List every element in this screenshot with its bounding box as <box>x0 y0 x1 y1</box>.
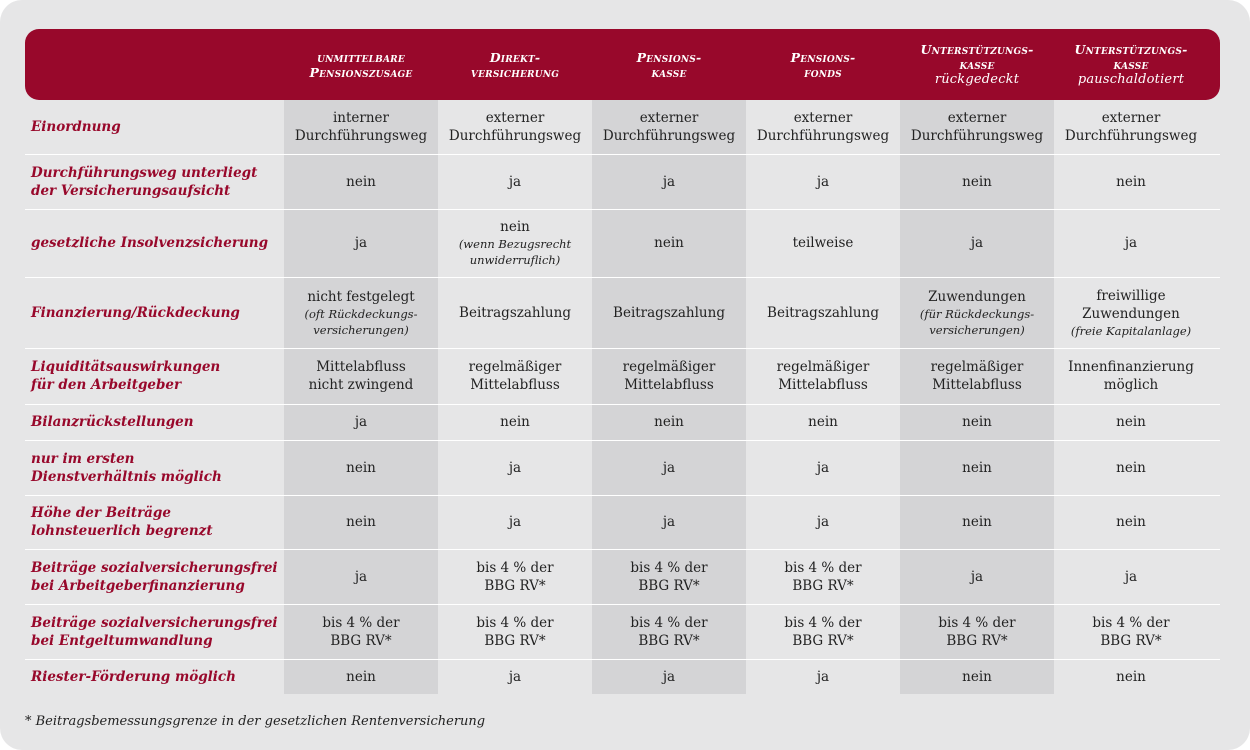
cell-value: BBG RV* <box>638 632 700 649</box>
row-label-text <box>31 358 220 394</box>
column-header-line: Pensions- <box>790 49 856 65</box>
row-label-text <box>31 504 213 540</box>
cell-value: teilweise <box>792 235 854 251</box>
cell-value: nein <box>1116 514 1146 530</box>
row-label-text <box>31 614 278 650</box>
cell-value: nein <box>1116 173 1146 190</box>
table-cell <box>746 154 900 209</box>
table-cell <box>438 209 592 277</box>
table-cell <box>438 495 592 549</box>
cell-value: nein <box>962 668 992 685</box>
cell-note: versicherungen) <box>313 322 409 337</box>
table-cell <box>900 440 1054 495</box>
table-cell <box>592 604 746 659</box>
row-label-line: bei Arbeitgeberfinanzierung <box>31 577 245 594</box>
table-cell <box>900 154 1054 209</box>
cell-value: Durchführungsweg <box>294 128 428 144</box>
table-cell <box>1054 440 1208 495</box>
cell-value: externer <box>639 110 699 126</box>
cell-value: BBG RV* <box>792 577 854 594</box>
cell-value: nein <box>1116 668 1146 685</box>
row-label <box>31 549 281 604</box>
row-label-line: bei Entgeltumwandlung <box>31 632 213 649</box>
table-cell <box>900 495 1054 549</box>
cell-value: nein <box>962 414 992 430</box>
column-header-line: Pensions- <box>636 49 702 65</box>
row-label-text <box>31 413 194 431</box>
row-label-text <box>31 559 278 595</box>
cell-value: nein <box>500 414 530 430</box>
column-header <box>1054 29 1208 100</box>
table-cell <box>284 209 438 277</box>
cell-value: nein <box>1116 459 1146 476</box>
column-header <box>592 29 746 100</box>
cell-value: nicht zwingend <box>308 377 414 393</box>
cell-value: ja <box>1124 568 1138 585</box>
table-cell <box>438 604 592 659</box>
cell-value: nein <box>962 173 992 190</box>
row-label-line: nur im ersten <box>31 450 135 467</box>
cell-value: ja <box>508 514 522 530</box>
cell-value: nein <box>346 459 376 476</box>
cell-value: externer <box>1101 110 1161 126</box>
cell-value: BBG RV* <box>792 632 854 649</box>
table-cell <box>284 495 438 549</box>
cell-value: nein <box>808 414 838 430</box>
table-cell <box>900 604 1054 659</box>
table-cell <box>746 404 900 440</box>
table-cell <box>746 209 900 277</box>
cell-value: Durchführungsweg <box>1064 128 1198 144</box>
table-cell <box>592 659 746 694</box>
cell-value: Innenfinanzierung <box>1068 359 1194 375</box>
cell-note: (freie Kapitalanlage) <box>1070 323 1192 338</box>
cell-value: BBG RV* <box>638 577 700 594</box>
table-cell <box>592 404 746 440</box>
column-header <box>746 29 900 100</box>
table-cell <box>438 659 592 694</box>
table-cell <box>592 277 746 348</box>
cell-value: Durchführungsweg <box>756 128 890 144</box>
row-label-line: Durchführungsweg unterliegt <box>31 164 258 181</box>
cell-value: nein <box>654 235 684 251</box>
cell-value: Durchführungsweg <box>910 128 1044 144</box>
table-cell <box>1054 209 1208 277</box>
column-header-line: kasse <box>959 57 995 72</box>
cell-value: BBG RV* <box>330 632 392 649</box>
table-cell <box>438 277 592 348</box>
row-label-line: der Versicherungsaufsicht <box>31 182 231 199</box>
table-cell <box>900 209 1054 277</box>
cell-value: nein <box>346 668 376 685</box>
column-header-line: unmittelbare <box>317 49 405 65</box>
row-label-text <box>31 234 268 252</box>
table-cell <box>284 659 438 694</box>
row-label-line: Finanzierung/Rückdeckung <box>31 304 240 321</box>
row-label <box>31 495 281 549</box>
table-cell <box>746 440 900 495</box>
cell-value: regelmäßiger <box>776 359 870 375</box>
table-cell <box>1054 659 1208 694</box>
row-label-line: gesetzliche Insolvenzsicherung <box>31 235 269 251</box>
cell-value: regelmäßiger <box>468 359 562 375</box>
column-header <box>900 29 1054 100</box>
cell-value: interner <box>332 110 390 126</box>
cell-value: Beitragszahlung <box>613 304 725 321</box>
cell-value: ja <box>354 568 368 585</box>
cell-value: externer <box>793 110 853 126</box>
cell-value: Durchführungsweg <box>448 128 582 144</box>
column-header-line: Direkt- <box>489 49 541 65</box>
table-cell <box>1054 100 1208 154</box>
footnote: * Beitragsbemessungsgrenze in der gesetzlichen Rentenversicherung <box>25 714 486 729</box>
row-label <box>31 100 281 154</box>
cell-value: regelmäßiger <box>930 359 1024 375</box>
table-cell <box>592 440 746 495</box>
cell-value: BBG RV* <box>1100 632 1162 649</box>
cell-value: Mittelabfluss <box>932 377 1022 393</box>
table-cell <box>284 348 438 404</box>
table-cell <box>746 604 900 659</box>
column-header-line: versicherung <box>470 64 560 80</box>
cell-value: bis 4 % der <box>784 559 862 576</box>
cell-note: versicherungen) <box>929 322 1025 337</box>
cell-value: Mittelabfluss <box>470 377 560 393</box>
cell-value: Zuwendungen <box>928 288 1026 305</box>
row-label <box>31 154 281 209</box>
cell-value: Beitragszahlung <box>459 304 571 321</box>
column-header <box>284 29 438 100</box>
table-cell <box>900 100 1054 154</box>
row-label-text <box>31 304 240 322</box>
row-label-line: Höhe der Beiträge <box>31 505 171 521</box>
cell-value: nein <box>1116 414 1146 430</box>
table-cell <box>438 100 592 154</box>
table-cell <box>592 209 746 277</box>
cell-value: ja <box>1124 235 1138 251</box>
cell-value: bis 4 % der <box>476 559 554 576</box>
row-label <box>31 209 281 277</box>
row-label <box>31 348 281 404</box>
table-cell <box>438 404 592 440</box>
table-cell <box>1054 604 1208 659</box>
cell-value: bis 4 % der <box>322 614 400 631</box>
cell-value: ja <box>816 514 830 530</box>
table-cell <box>592 348 746 404</box>
row-label <box>31 659 281 694</box>
row-label-text <box>31 118 121 136</box>
table-cell <box>746 277 900 348</box>
table-cell <box>900 659 1054 694</box>
cell-value: bis 4 % der <box>476 614 554 631</box>
table-cell <box>746 659 900 694</box>
cell-value: ja <box>508 668 522 685</box>
table-cell <box>438 440 592 495</box>
row-label-line: für den Arbeitgeber <box>31 377 182 393</box>
cell-value: ja <box>816 459 830 476</box>
table-cell <box>284 277 438 348</box>
row-label-line: Beiträge sozialversicherungsfrei <box>31 559 278 576</box>
table-cell <box>900 404 1054 440</box>
cell-value: externer <box>947 110 1007 126</box>
cell-note: (für Rückdeckungs- <box>919 306 1035 321</box>
column-header-subline: rückgedeckt <box>934 72 1020 87</box>
table-cell <box>1054 549 1208 604</box>
table-cell <box>284 100 438 154</box>
cell-note: (oft Rückdeckungs- <box>304 306 418 321</box>
table-cell <box>438 348 592 404</box>
cell-value: externer <box>485 110 545 126</box>
cell-value: nein <box>346 514 376 530</box>
table-cell <box>900 549 1054 604</box>
cell-value: nein <box>962 459 992 476</box>
cell-value: Beitragszahlung <box>767 304 879 321</box>
table-cell <box>284 404 438 440</box>
table-cell <box>438 549 592 604</box>
cell-note: (wenn Bezugsrecht <box>458 237 572 251</box>
cell-value: nein <box>962 514 992 530</box>
cell-value: Durchführungsweg <box>602 128 736 144</box>
table-cell <box>592 154 746 209</box>
cell-value: Mittelabfluss <box>316 359 406 375</box>
cell-value: bis 4 % der <box>784 614 862 631</box>
table-cell <box>1054 495 1208 549</box>
table-cell <box>1054 277 1208 348</box>
table-cell <box>1054 404 1208 440</box>
cell-value: ja <box>508 459 522 476</box>
cell-value: Mittelabfluss <box>778 377 868 393</box>
cell-value: BBG RV* <box>946 632 1008 649</box>
row-label-line: lohnsteuerlich begrenzt <box>31 523 213 539</box>
table-cell <box>746 100 900 154</box>
cell-value: bis 4 % der <box>630 614 708 631</box>
table-cell <box>592 100 746 154</box>
row-label-line: Liquiditätsauswirkungen <box>31 359 221 375</box>
cell-value: ja <box>662 668 676 685</box>
cell-note: unwiderruflich) <box>469 253 561 267</box>
row-label-line: Riester-Förderung möglich <box>31 668 236 685</box>
table-cell <box>1054 348 1208 404</box>
column-header-subline: pauschaldotiert <box>1077 72 1185 87</box>
cell-value: ja <box>354 414 368 430</box>
column-header-line: kasse <box>1113 57 1149 72</box>
cell-value: nein <box>654 414 684 430</box>
cell-value: bis 4 % der <box>1092 614 1170 631</box>
table-cell <box>1054 154 1208 209</box>
column-header-line: Unterstützungs- <box>920 42 1034 57</box>
cell-value: nein <box>346 173 376 190</box>
column-header-line: kasse <box>651 64 687 80</box>
row-label-line: Dienstverhältnis möglich <box>31 468 222 485</box>
cell-value: ja <box>508 173 522 190</box>
row-label-text <box>31 450 222 486</box>
cell-value: ja <box>354 235 368 251</box>
cell-value: BBG RV* <box>484 577 546 594</box>
cell-value: freiwillige <box>1096 287 1166 304</box>
table-cell <box>284 604 438 659</box>
table-cell <box>592 549 746 604</box>
cell-value: bis 4 % der <box>938 614 1016 631</box>
row-label <box>31 404 281 440</box>
row-label-line: Einordnung <box>31 119 121 135</box>
cell-value: Zuwendungen <box>1082 305 1180 322</box>
cell-value: ja <box>662 173 676 190</box>
table-cell <box>746 348 900 404</box>
row-label-text <box>31 164 257 200</box>
cell-value: BBG RV* <box>484 632 546 649</box>
table-cell <box>284 549 438 604</box>
column-header-line: Pensionszusage <box>309 64 413 80</box>
row-label-line: Beiträge sozialversicherungsfrei <box>31 614 278 631</box>
cell-value: nicht festgelegt <box>307 288 415 305</box>
cell-value: nein <box>500 219 530 235</box>
cell-value: möglich <box>1103 377 1159 393</box>
row-label <box>31 604 281 659</box>
cell-value: ja <box>970 568 984 585</box>
column-header-line: Unterstützungs- <box>1074 42 1188 57</box>
table-cell <box>900 348 1054 404</box>
table-cell <box>746 495 900 549</box>
table-cell <box>592 495 746 549</box>
cell-value: ja <box>816 173 830 190</box>
row-label-line: Bilanzrückstellungen <box>31 414 194 430</box>
table-cell <box>284 154 438 209</box>
row-label <box>31 440 281 495</box>
cell-value: ja <box>662 514 676 530</box>
table-cell <box>746 549 900 604</box>
cell-value: ja <box>816 668 830 685</box>
column-header-line: fonds <box>804 64 842 80</box>
cell-value: ja <box>970 235 984 251</box>
table-cell <box>284 440 438 495</box>
row-label <box>31 277 281 348</box>
row-label-text <box>31 668 236 686</box>
cell-value: Mittelabfluss <box>624 377 714 393</box>
cell-value: ja <box>662 459 676 476</box>
cell-value: bis 4 % der <box>630 559 708 576</box>
cell-value: regelmäßiger <box>622 359 716 375</box>
table-cell <box>900 277 1054 348</box>
table-cell <box>438 154 592 209</box>
column-header <box>438 29 592 100</box>
